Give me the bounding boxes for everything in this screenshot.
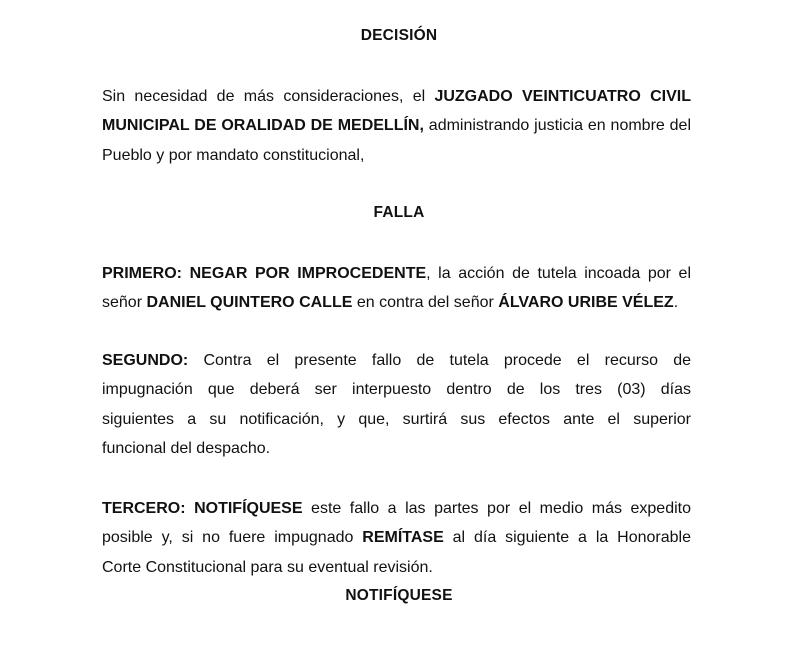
- intro-line-3: Pueblo y por mandato constitucional,: [102, 146, 365, 164]
- falla-heading: FALLA: [373, 204, 425, 221]
- segundo-line-4: funcional del despacho.: [102, 440, 271, 458]
- intro-line-1: [102, 82, 691, 111]
- defendant-name: ÁLVARO URIBE VÉLEZ: [498, 294, 674, 312]
- decision-heading: DECISIÓN: [360, 27, 438, 44]
- primero-line-1: [102, 259, 691, 288]
- remitase-word: REMÍTASE: [362, 529, 444, 547]
- closing-heading: NOTIFÍQUESE: [345, 587, 453, 604]
- segundo-text: Contra el presente fallo de tutela procede el recurso de: [188, 352, 691, 369]
- plaintiff-name: DANIEL QUINTERO CALLE: [146, 294, 353, 312]
- tercero-line-3: Corte Constitucional para su eventual revisión.: [102, 558, 433, 576]
- tercero-text: al día siguiente a la Honorable: [443, 529, 691, 547]
- segundo-line-3: siguientes a su notificación, y que, surtirá sus efectos ante el superior: [102, 410, 691, 428]
- tercero-line-2: [102, 523, 691, 552]
- tercero-label: TERCERO: NOTIFÍQUESE: [102, 500, 303, 517]
- tercero-text: posible y, si no fuere impugnado: [102, 529, 363, 547]
- court-name-part-1: JUZGADO VEINTICUATRO CIVIL: [434, 88, 691, 105]
- primero-paragraph: [102, 259, 691, 318]
- tercero-paragraph: [102, 494, 691, 582]
- tercero-line-1: [102, 494, 691, 523]
- intro-text: Sin necesidad de más consideraciones, el: [102, 88, 435, 105]
- primero-text: señor: [102, 294, 147, 312]
- intro-text: administrando justicia en nombre del: [423, 117, 691, 135]
- segundo-paragraph: [102, 346, 691, 464]
- court-name-part-2: MUNICIPAL DE ORALIDAD DE MEDELLÍN,: [102, 117, 424, 135]
- intro-paragraph: [102, 82, 691, 170]
- primero-text: , la acción de tutela incoada por el: [426, 265, 691, 282]
- primero-text: en contra del señor: [352, 294, 499, 312]
- intro-line-2: [102, 111, 691, 140]
- primero-period: .: [673, 294, 679, 312]
- primero-line-2: [102, 288, 691, 317]
- segundo-line-2: impugnación que deberá ser interpuesto dentro de los tres (03) días: [102, 381, 691, 399]
- tercero-text: este fallo a las partes por el medio más expedito: [302, 500, 691, 517]
- segundo-label: SEGUNDO:: [102, 352, 189, 369]
- segundo-line-1: [102, 346, 691, 375]
- primero-label: PRIMERO: NEGAR POR IMPROCEDENTE: [102, 265, 427, 282]
